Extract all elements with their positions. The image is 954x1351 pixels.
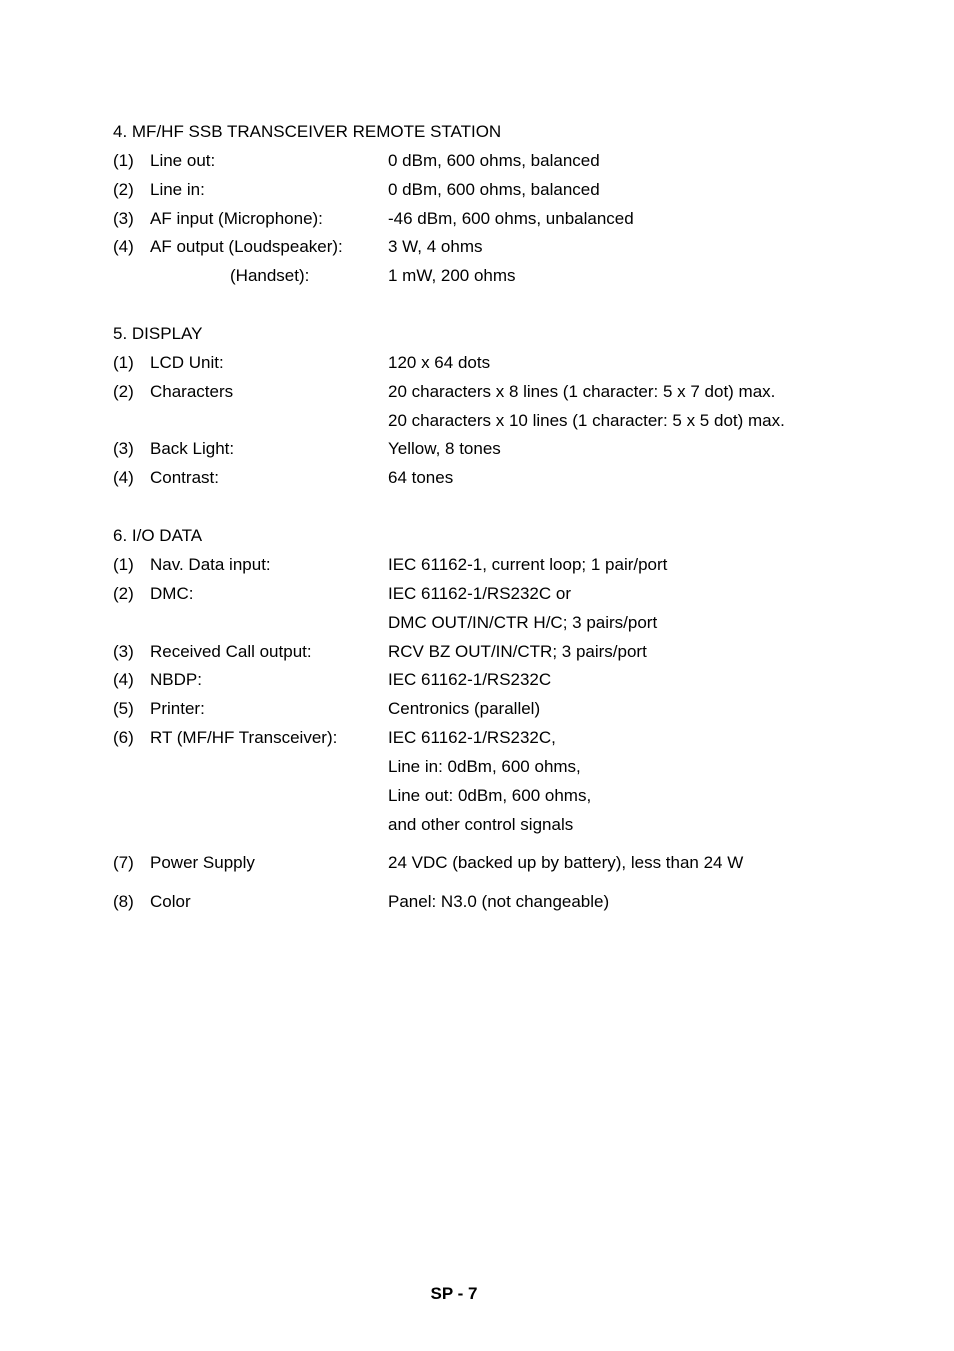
item-label: LCD Unit: <box>150 353 224 372</box>
item-number: (3) <box>113 439 134 458</box>
item-number: (4) <box>113 468 134 487</box>
item-number: (4) <box>113 237 134 256</box>
item-value: 20 characters x 8 lines (1 character: 5 x 7 dot) max. <box>388 382 776 401</box>
item-value: 0 dBm, 600 ohms, balanced <box>388 180 600 199</box>
item-value: 24 VDC (backed up by battery), less than 24 W <box>388 853 744 872</box>
item-label: Printer: <box>150 699 205 718</box>
item-label: Characters <box>150 382 234 401</box>
item-label: Received Call output: <box>150 642 312 661</box>
item-value: IEC 61162-1/RS232C, <box>388 728 556 747</box>
item-label: Nav. Data input: <box>150 555 271 574</box>
item-label: Line out: <box>150 151 216 170</box>
item-number: (4) <box>113 670 134 689</box>
item-value: 20 characters x 10 lines (1 character: 5 x 5 dot) max. <box>388 411 785 430</box>
item-label: Color <box>150 892 191 911</box>
item-number: (2) <box>113 584 134 603</box>
item-value: 3 W, 4 ohms <box>388 237 483 256</box>
item-value: 0 dBm, 600 ohms, balanced <box>388 151 600 170</box>
item-number: (3) <box>113 209 134 228</box>
item-number: (7) <box>113 853 134 872</box>
item-value: -46 dBm, 600 ohms, unbalanced <box>388 209 634 228</box>
section-heading: 5. DISPLAY <box>113 324 203 343</box>
item-value: 120 x 64 dots <box>388 353 491 372</box>
item-label: Power Supply <box>150 853 255 872</box>
item-value: Line out: 0dBm, 600 ohms, <box>388 786 592 805</box>
item-label: Line in: <box>150 180 205 199</box>
item-value: Line in: 0dBm, 600 ohms, <box>388 757 581 776</box>
item-number: (1) <box>113 151 134 170</box>
page-number: SP - 7 <box>430 1284 478 1303</box>
item-value: and other control signals <box>388 815 574 834</box>
section-heading: 6. I/O DATA <box>113 526 203 545</box>
item-label: Back Light: <box>150 439 235 458</box>
item-number: (6) <box>113 728 134 747</box>
item-value: IEC 61162-1/RS232C or <box>388 584 572 603</box>
item-label: RT (MF/HF Transceiver): <box>150 728 338 747</box>
item-label: (Handset): <box>230 266 310 285</box>
item-value: Centronics (parallel) <box>388 699 541 718</box>
item-label: Contrast: <box>150 468 219 487</box>
item-value: RCV BZ OUT/IN/CTR; 3 pairs/port <box>388 642 647 661</box>
item-value: DMC OUT/IN/CTR H/C; 3 pairs/port <box>388 613 658 632</box>
item-value: Yellow, 8 tones <box>388 439 501 458</box>
item-number: (2) <box>113 382 134 401</box>
item-number: (5) <box>113 699 134 718</box>
item-value: 1 mW, 200 ohms <box>388 266 516 285</box>
item-number: (3) <box>113 642 134 661</box>
item-value: Panel: N3.0 (not changeable) <box>388 892 610 911</box>
item-value: 64 tones <box>388 468 454 487</box>
item-value: IEC 61162-1, current loop; 1 pair/port <box>388 555 668 574</box>
item-number: (8) <box>113 892 134 911</box>
item-label: NBDP: <box>150 670 202 689</box>
item-label: AF input (Microphone): <box>150 209 323 228</box>
section-heading: 4. MF/HF SSB TRANSCEIVER REMOTE STATION <box>113 122 502 141</box>
item-number: (2) <box>113 180 134 199</box>
item-label: DMC: <box>150 584 194 603</box>
item-value: IEC 61162-1/RS232C <box>388 670 552 689</box>
item-label: AF output (Loudspeaker): <box>150 237 343 256</box>
item-number: (1) <box>113 555 134 574</box>
item-number: (1) <box>113 353 134 372</box>
